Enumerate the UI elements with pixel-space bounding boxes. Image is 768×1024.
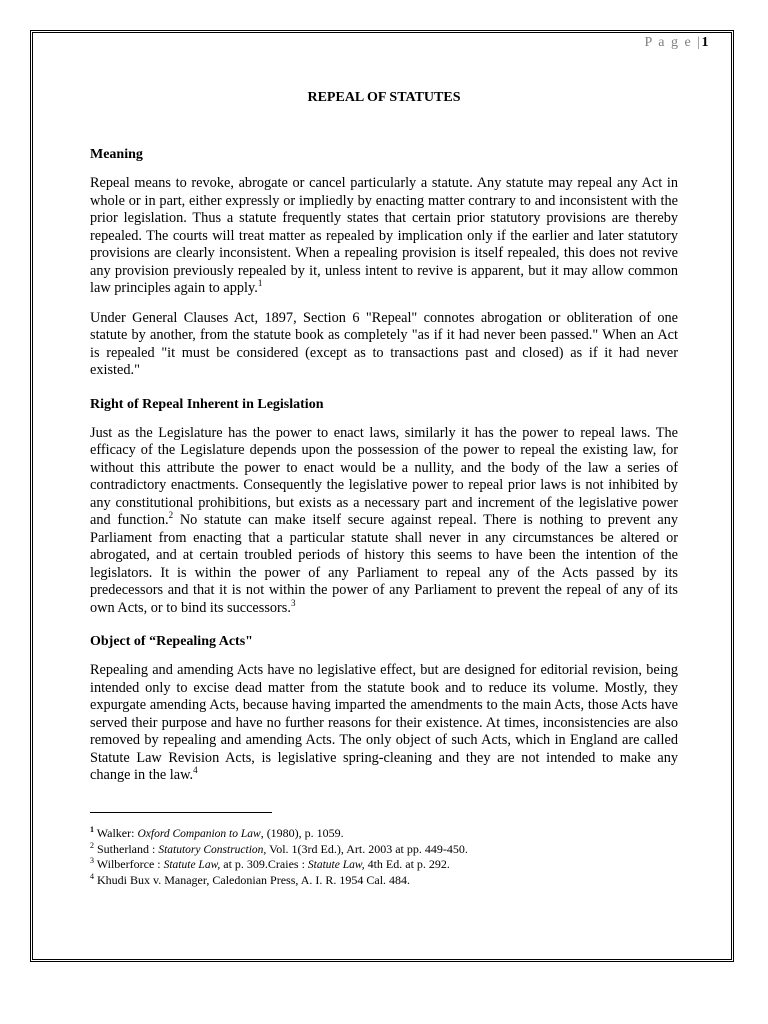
paragraph-text: Just as the Legislature has the power to enact laws, similarly it has the power to repeal laws. The efficacy of the Legislature depends upon the possession of the power to repeal the existing law, for without this attribute the power to enact would be a nullity, and the body of the law a series of contradictory enactments. Consequently the legislative power to repeal prior laws is not inhibited by any constitutional prohibitions, but exists as a necessary part and increment of the legislative power and function. — [90, 424, 678, 528]
footnote-text: , (1980), p. 1059. — [260, 826, 344, 840]
footnote-ref[interactable]: 1 — [257, 278, 263, 289]
footnote-citation-title: Statute Law, — [307, 859, 365, 871]
section-heading-object-of-repealing-acts: Object of “Repealing Acts" — [90, 634, 253, 649]
paragraph-meaning-2: Under General Clauses Act, 1897, Section 6 "Repeal" connotes abrogation or obliteration of one statute by another, from the statute book as completely "as if it had never been passed." When an Act is repealed "it must be considered (except as to transactions past and closed) as if it had never existed." — [90, 309, 678, 378]
footnote-number: 4 — [90, 871, 94, 881]
footnote-text: Wilberforce : — [94, 857, 164, 871]
page-separator: | — [697, 35, 702, 50]
footnote-ref[interactable]: 2 — [168, 510, 174, 521]
footnote-text: 4th Ed. at p. 292. — [364, 857, 450, 871]
footnote-4 — [90, 873, 678, 888]
footnote-1 — [90, 826, 678, 842]
footnotes — [90, 826, 678, 887]
paragraph-text: Repeal means to revoke, abrogate or cancel particularly a statute. Any statute may repeal any Act in whole or in part, either expressly or impliedly by enacting matter contrary to and inconsistent with the prior legislation. Thus a statute frequently states that certain prior statutory provisions are thereby repealed. The courts will treat matter as repealed by implication only if the earlier and later statutory provisions are clearly inconsistent. When a repealing provision is itself repealed, this does not revive any provision previously repealed by it, unless intent to revive is apparent, but it may allow common law principles again to apply. — [90, 175, 678, 296]
footnote-citation-title: Statutory Construction, — [158, 843, 267, 856]
footnote-separator — [90, 812, 272, 813]
footnote-citation-title: Oxford Companion to Law — [137, 828, 261, 840]
paragraph-object-of-repealing-acts — [90, 662, 678, 785]
paragraph-text: No statute can make itself secure against repeal. There is nothing to prevent any Parliament from enacting that a particular statute shall never in any circumstances be altered or abrogated, and at certain troubled periods of history this seems to have been the intention of the legislators. It is within the power of any Parliament to repeal any of the Acts passed by its predecessors and that it is not within the power of any Parliament to prevent the repeal of any of its own Acts, or to bind its successors. — [90, 512, 679, 616]
footnote-number: 2 — [90, 840, 94, 850]
footnote-number: 3 — [90, 856, 94, 865]
footnote-text: Sutherland : — [94, 841, 159, 856]
footnote-ref[interactable]: 3 — [290, 597, 296, 608]
section-heading-right-of-repeal: Right of Repeal Inherent in Legislation — [90, 396, 324, 412]
page-label: P a g e — [644, 35, 693, 50]
footnote-2 — [90, 842, 678, 858]
paragraph-meaning-1 — [90, 175, 678, 298]
paragraph-right-of-repeal — [90, 425, 678, 618]
footnote-ref[interactable]: 4 — [193, 765, 198, 776]
footnote-text: at p. 309.Craies : — [220, 857, 308, 871]
footnote-citation-title: Statute Law, — [163, 859, 221, 871]
footnote-number: 1 — [90, 825, 94, 834]
document-title: REPEAL OF STATUTES — [307, 90, 461, 105]
section-heading-meaning: Meaning — [90, 147, 143, 162]
footnote-3 — [90, 857, 678, 873]
footnote-text: Khudi Bux v. Manager, Caledonian Press, A. I. R. 1954 Cal. 484. — [94, 872, 411, 887]
paragraph-text: Repealing and amending Acts have no legislative effect, but are designed for editorial revision, being intended only to excise dead matter from the statute book and to reduce its volume. Mostly, they expurgate amending Acts, because having imparted the amendments to the main Acts, those Acts have served their purpose and have no further reasons for their existence. At times, inconsistencies are also removed by repealing and amending Acts. The only object of such Acts, which in England are called Statute Law Revision Acts, is legislative spring-cleaning and they are not intended to make any change in the law. — [90, 662, 678, 783]
document-body — [90, 90, 678, 797]
page-number — [644, 35, 710, 51]
footnote-text: Walker: — [94, 826, 138, 840]
footnote-text: Vol. 1(3rd Ed.), Art. 2003 at pp. 449-450. — [266, 841, 468, 856]
page-number-value: 1 — [701, 35, 710, 50]
